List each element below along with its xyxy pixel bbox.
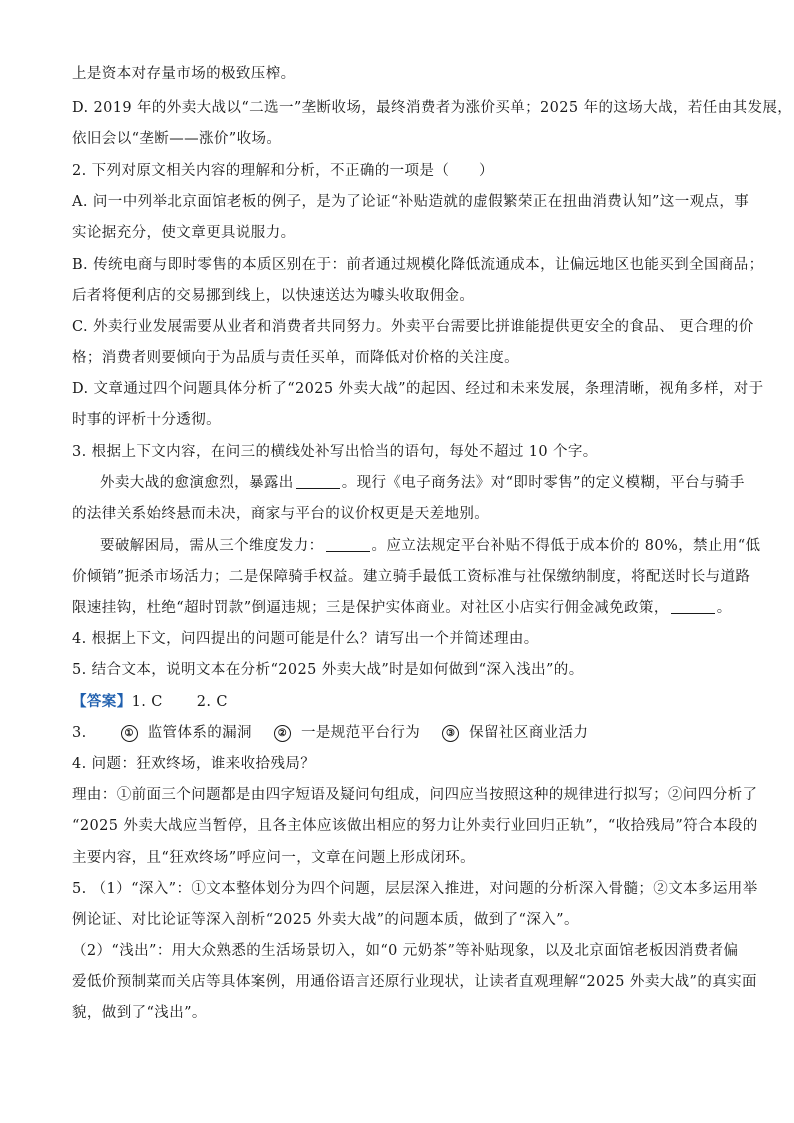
passage-line xyxy=(72,598,732,618)
question-5: 5. 结合文本，说明文本在分析“2025 外卖大战”时是如何做到“深入浅出”的。 xyxy=(72,662,584,678)
text-line: 时事的评析十分透彻。 xyxy=(72,412,221,428)
question-4: 4. 根据上下文，问四提出的问题可能是什么？请写出一个并简述理由。 xyxy=(72,631,539,647)
option-d-q1: D. 2019 年的外卖大战以“二选一”垄断收场，最终消费者为涨价买单；2025 年的这场大战，若任由其发展， xyxy=(72,100,793,116)
answer-label: 【答案】 xyxy=(72,693,132,710)
passage-line: 价倾销”扼杀市场活力；二是保障骑手权益。建立骑手最低工资标准与社保缴纳制度，将配送时长与道路 xyxy=(72,569,751,585)
answer-4-reason: “2025 外卖大战应当暂停，且各主体应该做出相应的努力让外卖行业回归正轨”，“收拾残局”符合本段的 xyxy=(72,818,758,834)
option-b: B. 传统电商与即时零售的本质区别在于：前者通过规模化降低流通成本，让偏远地区也能买到全国商品； xyxy=(72,257,764,273)
text-line: 上是资本对存量市场的极致压榨。 xyxy=(72,66,296,82)
passage-text: 要破解困局，需从三个维度发力： xyxy=(100,538,324,554)
fill-blank-3[interactable] xyxy=(671,599,715,614)
question-2: 2. 下列对原文相关内容的理解和分析，不正确的一项是（ ） xyxy=(72,163,494,179)
answer-4-reason: 理由：①前面三个问题都是由四字短语及疑问句组成，问四应当按照这种的规律进行拟写；②问四分析了 xyxy=(72,787,758,803)
text-line: 后者将便利店的交易挪到线上，以快速送达为噱头收取佣金。 xyxy=(72,288,475,304)
answer-2: 2. C xyxy=(196,694,228,710)
answer-5: 5. （1）“深入”：①文本整体划分为四个问题，层层深入推进，对问题的分析深入骨髓；②文本多运用举 xyxy=(72,881,758,897)
answer-5: （2）“浅出”：用大众熟悉的生活场景切入，如“0 元奶茶”等补贴现象，以及北京面馆老板因消费者偏 xyxy=(72,943,739,959)
passage-line xyxy=(100,536,760,556)
answer-3-number: 3. xyxy=(72,725,87,741)
answer-3-item: 保留社区商业活力 xyxy=(469,725,589,741)
text-line: 依旧会以“垄断——涨价”收场。 xyxy=(72,131,282,147)
text-line: 实论据充分，使文章更具说服力。 xyxy=(72,225,296,241)
answer-4-question: 4. 问题：狂欢终场，谁来收拾残局？ xyxy=(72,756,316,772)
answer-line-1-2 xyxy=(72,692,732,712)
answer-1: 1. C xyxy=(131,694,163,710)
passage-line: 的法律关系始终悬而未决，商家与平台的议价权更是天差地别。 xyxy=(72,506,490,522)
option-d: D. 文章通过四个问题具体分析了“2025 外卖大战”的起因、经过和未来发展，条理清晰，视角多样，对于 xyxy=(72,381,764,397)
circled-number: ① xyxy=(121,725,138,742)
answer-5: 貌，做到了“浅出”。 xyxy=(72,1005,207,1021)
option-c: C. 外卖行业发展需要从业者和消费者共同努力。外卖平台需要比拼谁能提供更安全的食品、 更合理的价 xyxy=(72,319,754,335)
passage-text: 。 xyxy=(716,600,732,616)
passage-text: 外卖大战的愈演愈烈，暴露出 xyxy=(100,475,294,491)
passage-text: 。应立法规定平台补贴不得低于成本价的 80%，禁止用“低 xyxy=(371,538,761,554)
answer-4-reason: 主要内容，且“狂欢终场”呼应问一，文章在问题上形成闭环。 xyxy=(72,850,476,866)
text-line: 格；消费者则要倾向于为品质与责任买单，而降低对价格的关注度。 xyxy=(72,350,519,366)
fill-blank-2[interactable] xyxy=(326,537,370,552)
answer-3 xyxy=(72,723,732,743)
passage-text: 。现行《电子商务法》对“即时零售”的定义模糊，平台与骑手 xyxy=(341,475,745,491)
answer-5: 爱低价预制菜而关店等具体案例，用通俗语言还原行业现状，让读者直观理解“2025 外卖大战”的真实面 xyxy=(72,974,757,990)
circled-number: ② xyxy=(274,725,291,742)
answer-3-item: 一是规范平台行为 xyxy=(300,725,421,741)
passage-text: 限速挂钩，杜绝“超时罚款”倒逼违规；三是保护实体商业。对社区小店实行佣金减免政策， xyxy=(72,600,669,616)
circled-number: ③ xyxy=(442,725,459,742)
option-a: A. 问一中列举北京面馆老板的例子，是为了论证“补贴造就的虚假繁荣正在扭曲消费认知”这一观点，事 xyxy=(72,194,750,210)
answer-3-item: 监管体系的漏洞 xyxy=(147,725,252,741)
passage-line xyxy=(100,473,760,493)
fill-blank-1[interactable] xyxy=(296,474,340,489)
answer-5: 例论证、对比论证等深入剖析“2025 外卖大战”的问题本质，做到了“深入”。 xyxy=(72,912,579,928)
question-3: 3. 根据上下文内容，在问三的横线处补写出恰当的语句，每处不超过 10 个字。 xyxy=(72,444,598,460)
